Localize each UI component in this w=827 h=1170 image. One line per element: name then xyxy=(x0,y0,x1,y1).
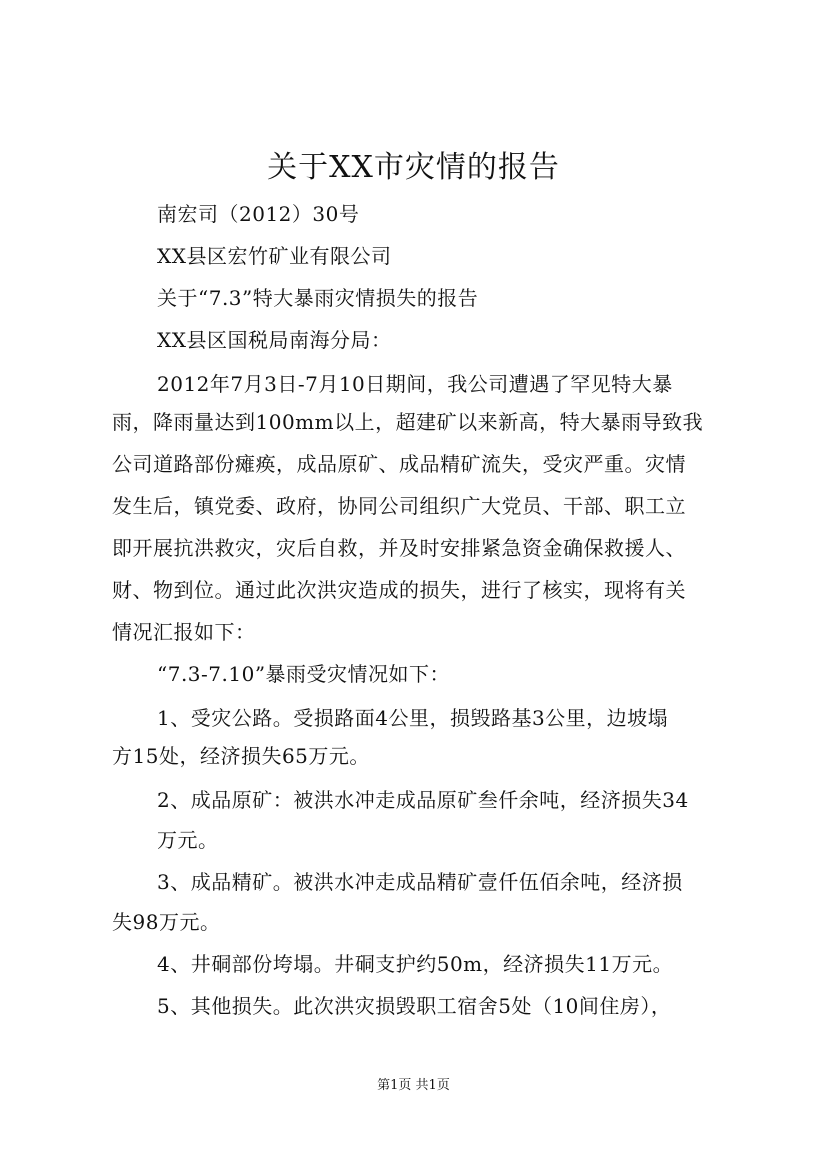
item-2-line-1: 2、成品原矿：被洪水冲走成品原矿叁仟余吨，经济损失34 xyxy=(157,788,689,812)
body-line-7: 情况汇报如下： xyxy=(112,620,256,644)
body-line-3: 公司道路部份瘫痪，成品原矿、成品精矿流失，受灾严重。灾情 xyxy=(112,452,686,476)
item-1-line-2: 方15处，经济损失65万元。 xyxy=(112,744,370,768)
section-heading: “7.3-7.10”暴雨受灾情况如下： xyxy=(157,662,451,686)
item-1-line-1: 1、受灾公路。受损路面4公里，损毁路基3公里，边坡塌 xyxy=(157,706,669,730)
body-line-1: 2012年7月3日-7月10日期间，我公司遭遇了罕见特大暴 xyxy=(157,372,673,396)
body-line-4: 发生后，镇党委、政府，协同公司组织广大党员、干部、职工立 xyxy=(112,494,686,518)
body-line-2: 雨，降雨量达到100mm以上，超建矿以来新高，特大暴雨导致我 xyxy=(112,410,704,434)
item-2-line-2: 万元。 xyxy=(157,828,219,852)
document-title: 关于XX市灾情的报告 xyxy=(267,150,560,185)
body-line-5: 即开展抗洪救灾，灾后自救，并及时安排紧急资金确保救援人、 xyxy=(112,536,686,560)
company-name: XX县区宏竹矿业有限公司 xyxy=(157,244,392,268)
item-5-line-1: 5、其他损失。此次洪灾损毁职工宿舍5处（10间住房）， xyxy=(157,994,672,1018)
document-number: 南宏司（2012）30号 xyxy=(157,202,360,226)
item-4: 4、井硐部份垮塌。井硐支护约50m，经济损失11万元。 xyxy=(157,952,674,976)
body-line-6: 财、物到位。通过此次洪灾造成的损失，进行了核实，现将有关 xyxy=(112,578,686,602)
item-3-line-1: 3、成品精矿。被洪水冲走成品精矿壹仟伍佰余吨，经济损 xyxy=(157,870,683,894)
item-3-line-2: 失98万元。 xyxy=(112,910,221,934)
recipient: XX县区国税局南海分局： xyxy=(157,328,392,352)
report-subject: 关于“7.3”特大暴雨灾情损失的报告 xyxy=(157,286,479,310)
page-footer: 第1页 共1页 xyxy=(377,1078,450,1093)
